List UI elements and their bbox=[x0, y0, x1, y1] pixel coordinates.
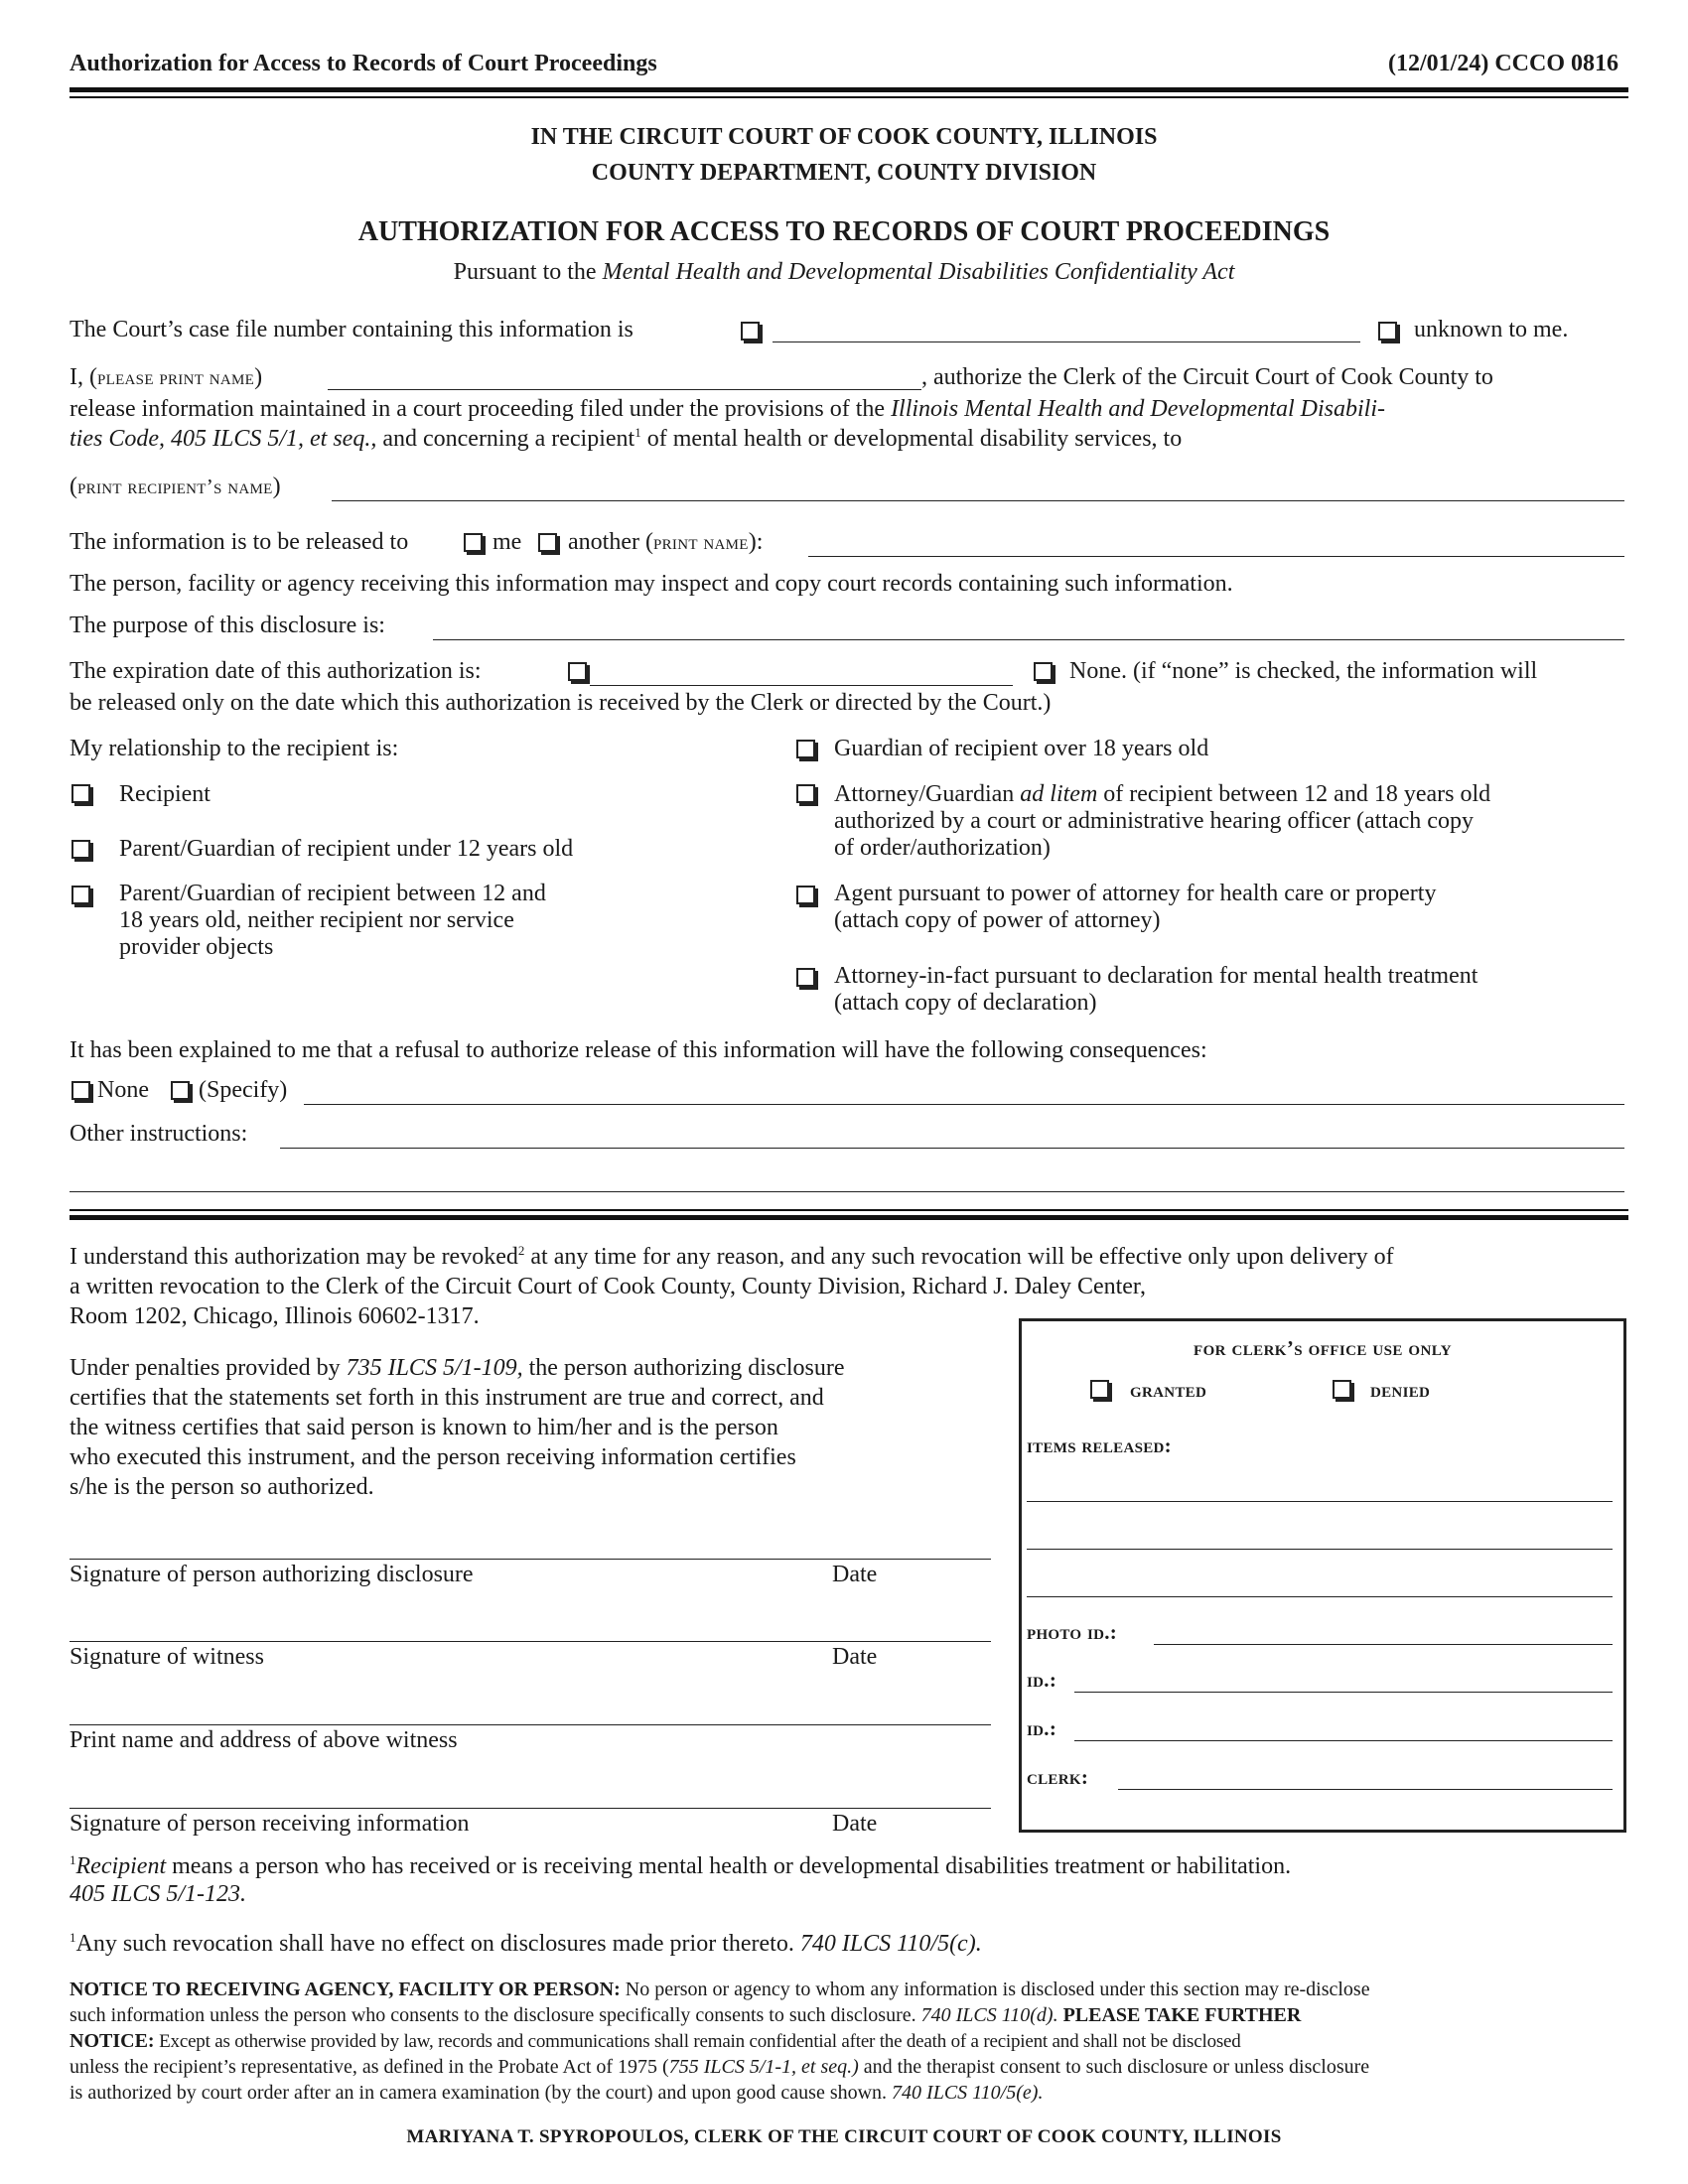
witness-address-line[interactable] bbox=[70, 1724, 991, 1725]
consequences-specify-checkbox[interactable] bbox=[171, 1081, 190, 1100]
purpose-field[interactable] bbox=[433, 639, 1624, 640]
form-title: AUTHORIZATION FOR ACCESS TO RECORDS OF COURT PROCEEDINGS bbox=[357, 216, 1331, 247]
consequences-specify-label: (Specify) bbox=[199, 1077, 288, 1103]
consequences-none-label: None bbox=[97, 1077, 149, 1103]
release-to-another-label: another (print name): bbox=[568, 529, 764, 555]
consequences-specify-field[interactable] bbox=[304, 1104, 1624, 1105]
expiration-note: be released only on the date which this authorization is received by the Clerk or directed by the Court.) bbox=[70, 690, 1052, 716]
relationship-parent-12to18-l1: Parent/Guardian of recipient between 12 and bbox=[119, 881, 546, 906]
court-line-1: IN THE CIRCUIT COURT OF COOK COUNTY, ILLINOIS bbox=[530, 124, 1158, 150]
release-to-label: The information is to be released to bbox=[70, 529, 409, 555]
authorize-text: , authorize the Clerk of the Circuit Court of Cook County to bbox=[921, 364, 1493, 390]
consequences-none-checkbox[interactable] bbox=[71, 1081, 90, 1100]
relationship-aif-l2: (attach copy of declaration) bbox=[834, 990, 1097, 1016]
relationship-aif-checkbox[interactable] bbox=[796, 968, 815, 987]
header-title: Authorization for Access to Records of Court Proceedings bbox=[70, 51, 657, 76]
recipient-name-field[interactable] bbox=[332, 500, 1624, 501]
id-field-1[interactable] bbox=[1074, 1692, 1613, 1693]
signature-authorizing-label: Signature of person authorizing disclosure bbox=[70, 1562, 474, 1587]
expiration-label: The expiration date of this authorization is: bbox=[70, 658, 482, 684]
granted-label: granted bbox=[1130, 1378, 1207, 1402]
court-line-2: COUNTY DEPARTMENT, COUNTY DIVISION bbox=[591, 160, 1097, 186]
header-rule-thick bbox=[70, 87, 1628, 92]
items-released-field-1[interactable] bbox=[1027, 1501, 1613, 1502]
relationship-parent-under12-checkbox[interactable] bbox=[71, 840, 90, 859]
photo-id-label: photo id.: bbox=[1027, 1620, 1118, 1644]
relationship-agent-l2: (attach copy of power of attorney) bbox=[834, 907, 1161, 933]
relationship-parent-12to18-checkbox[interactable] bbox=[71, 886, 90, 904]
other-instructions-field[interactable] bbox=[280, 1148, 1624, 1149]
relationship-agent-l1: Agent pursuant to power of attorney for health care or property bbox=[834, 881, 1437, 906]
signature-receiving-line[interactable] bbox=[70, 1808, 991, 1809]
case-file-checkbox[interactable] bbox=[741, 322, 760, 341]
release-to-name-field[interactable] bbox=[808, 556, 1624, 557]
photo-id-field[interactable] bbox=[1154, 1644, 1613, 1645]
denied-checkbox[interactable] bbox=[1333, 1380, 1351, 1399]
notice-l4: unless the recipient’s representative, as defined in the Probate Act of 1975 (755 ILCS 5/1-1, et seq.) and the therapist consent to such disclosure or unless disclosure bbox=[70, 2056, 1370, 2078]
notice-l1: NOTICE TO RECEIVING AGENCY, FACILITY OR PERSON: No person or agency to whom any information is disclosed under this section may re-disclose bbox=[70, 1979, 1370, 2000]
penalties-l1: Under penalties provided by 735 ILCS 5/1-109, the person authorizing disclosure bbox=[70, 1355, 845, 1381]
relationship-attorney-l2: authorized by a court or administrative hearing officer (attach copy bbox=[834, 808, 1474, 834]
revocation-l1: I understand this authorization may be revoked$^2$ at any time for any reason, and any such revocation will be effective only upon delivery of bbox=[70, 1243, 1394, 1270]
penalties-l2: certifies that the statements set forth in this instrument are true and correct, and bbox=[70, 1385, 824, 1411]
penalties-l3: the witness certifies that said person is known to him/her and is the person bbox=[70, 1415, 778, 1440]
penalties-l4: who executed this instrument, and the person receiving information certifies bbox=[70, 1444, 796, 1470]
witness-address-label: Print name and address of above witness bbox=[70, 1727, 458, 1753]
section-rule-thick bbox=[70, 1215, 1628, 1220]
recipient-name-label: (print recipient’s name) bbox=[70, 474, 281, 499]
footnote-1-l1: $^1$Recipient means a person who has received or is receiving mental health or developmental disabilities treatment or habilitation. bbox=[70, 1852, 1292, 1879]
unknown-label: unknown to me. bbox=[1414, 317, 1569, 342]
form-code: (12/01/24) CCCO 0816 bbox=[1388, 51, 1618, 76]
expiration-date-checkbox[interactable] bbox=[568, 662, 587, 681]
relationship-parent-12to18-l3: provider objects bbox=[119, 934, 274, 960]
items-released-field-3[interactable] bbox=[1027, 1596, 1613, 1597]
notice-l2: such information unless the person who consents to the disclosure specifically consents to such disclosure. 740 ILCS 110(d). PLEASE TAKE FURTHER bbox=[70, 2004, 1302, 2026]
footnote-1-l2: 405 ILCS 5/1-123. bbox=[70, 1881, 247, 1907]
relationship-parent-12to18-l2: 18 years old, neither recipient nor service bbox=[119, 907, 514, 933]
subtitle: Pursuant to the Mental Health and Developmental Disabilities Confidentiality Act bbox=[453, 259, 1235, 285]
revocation-l3: Room 1202, Chicago, Illinois 60602-1317. bbox=[70, 1303, 480, 1329]
header-rule-thin bbox=[70, 96, 1628, 98]
relationship-attorney-l3: of order/authorization) bbox=[834, 835, 1051, 861]
penalties-l5: s/he is the person so authorized. bbox=[70, 1474, 374, 1500]
granted-checkbox[interactable] bbox=[1090, 1380, 1109, 1399]
id-label-1: id.: bbox=[1027, 1668, 1057, 1692]
other-instructions-field-2[interactable] bbox=[70, 1191, 1624, 1192]
items-released-label: items released: bbox=[1027, 1433, 1172, 1457]
notice-l3: NOTICE: Except as otherwise provided by law, records and communications shall remain confidential after the death of a recipient and shall not be disclosed bbox=[70, 2030, 1241, 2052]
clerk-field[interactable] bbox=[1118, 1789, 1613, 1790]
release-to-another-checkbox[interactable] bbox=[538, 533, 557, 552]
id-field-2[interactable] bbox=[1074, 1740, 1613, 1741]
signature-authorizing-line[interactable] bbox=[70, 1559, 991, 1560]
expiration-date-field[interactable] bbox=[590, 685, 1013, 686]
case-file-number-field[interactable] bbox=[773, 341, 1360, 342]
relationship-label: My relationship to the recipient is: bbox=[70, 736, 399, 761]
unknown-checkbox[interactable] bbox=[1378, 322, 1397, 341]
release-to-me-label: me bbox=[492, 529, 522, 555]
denied-label: denied bbox=[1370, 1378, 1431, 1402]
relationship-attorney-l1: Attorney/Guardian ad litem of recipient between 12 and 18 years old bbox=[834, 781, 1491, 807]
id-label-2: id.: bbox=[1027, 1716, 1057, 1740]
signature-receiving-date-label: Date bbox=[832, 1811, 878, 1837]
footnote-2: $^1$Any such revocation shall have no effect on disclosures made prior thereto. 740 ILCS 110/5(c). bbox=[70, 1930, 982, 1957]
relationship-attorney-checkbox[interactable] bbox=[796, 784, 815, 803]
relationship-guardian18-label: Guardian of recipient over 18 years old bbox=[834, 736, 1209, 761]
case-file-label: The Court’s case file number containing this information is bbox=[70, 317, 633, 342]
relationship-guardian18-checkbox[interactable] bbox=[796, 740, 815, 758]
signature-witness-date-label: Date bbox=[832, 1644, 878, 1670]
relationship-agent-checkbox[interactable] bbox=[796, 886, 815, 904]
relationship-recipient-checkbox[interactable] bbox=[71, 784, 90, 803]
relationship-recipient-label: Recipient bbox=[119, 781, 211, 807]
items-released-field-2[interactable] bbox=[1027, 1549, 1613, 1550]
signature-receiving-label: Signature of person receiving information bbox=[70, 1811, 470, 1837]
consequences-label: It has been explained to me that a refusal to authorize release of this information will have the following consequences: bbox=[70, 1037, 1207, 1063]
purpose-label: The purpose of this disclosure is: bbox=[70, 613, 385, 638]
print-name-prefix: I, (please print name) bbox=[70, 364, 263, 390]
section-rule-thin bbox=[70, 1209, 1628, 1211]
clerk-box-title: for clerk’s office use only bbox=[1194, 1336, 1452, 1360]
notice-l5: is authorized by court order after an in camera examination (by the court) and upon good cause shown. 740 ILCS 110/5(e). bbox=[70, 2082, 1044, 2104]
authorizer-name-field[interactable] bbox=[328, 389, 921, 390]
signature-authorizing-date-label: Date bbox=[832, 1562, 878, 1587]
expiration-none-checkbox[interactable] bbox=[1034, 662, 1053, 681]
clerk-label: clerk: bbox=[1027, 1765, 1089, 1789]
relationship-parent-under12-label: Parent/Guardian of recipient under 12 years old bbox=[119, 836, 574, 862]
release-text-line-3: ties Code, 405 ILCS 5/1, et seq., and concerning a recipient$^1$ of mental health or developmental disability services, to bbox=[70, 425, 1183, 452]
clerk-use-box bbox=[1019, 1318, 1626, 1833]
relationship-aif-l1: Attorney-in-fact pursuant to declaration for mental health treatment bbox=[834, 963, 1478, 989]
signature-witness-line[interactable] bbox=[70, 1641, 991, 1642]
expiration-none-label: None. (if “none” is checked, the information will bbox=[1069, 658, 1538, 684]
release-text-line-2: release information maintained in a court proceeding filed under the provisions of the Illinois Mental Health and Developmental Disabili- bbox=[70, 396, 1385, 422]
release-to-me-checkbox[interactable] bbox=[464, 533, 483, 552]
other-instructions-label: Other instructions: bbox=[70, 1121, 248, 1147]
inspect-text: The person, facility or agency receiving this information may inspect and copy court records containing such information. bbox=[70, 571, 1233, 597]
revocation-l2: a written revocation to the Clerk of the Circuit Court of Cook County, County Division, Richard J. Daley Center, bbox=[70, 1274, 1146, 1299]
clerk-name: MARIYANA T. SPYROPOULOS, CLERK OF THE CIRCUIT COURT OF COOK COUNTY, ILLINOIS bbox=[406, 2126, 1282, 2147]
signature-witness-label: Signature of witness bbox=[70, 1644, 264, 1670]
